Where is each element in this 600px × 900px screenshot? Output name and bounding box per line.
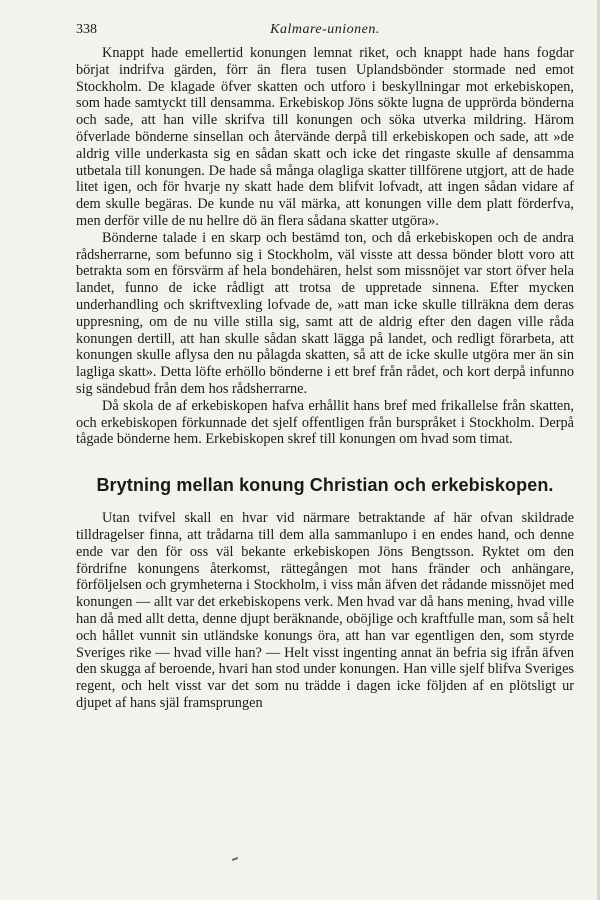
paragraph: Då skola de af erkebiskopen hafva erhållit hans bref med frikallelse från skatten, och erkebiskopen förkunnade det sjelf offentligen från burspråket i Stockholm. Derpå tågade bönderne hem. Erkebiskopen skref till konungen om hvad som timat. (76, 397, 574, 448)
page-body (76, 45, 574, 712)
section-heading: Brytning mellan konung Christian och erkebiskopen. (96, 475, 554, 496)
page-header (76, 22, 574, 42)
paragraph: Knappt hade emellertid konungen lemnat riket, och knappt hade hans fogdar börjat indrifva gärden, förr än flera tusen Uplandsbönder stormade ned emot Stockholm. De klagade öfver skatten och utforo i beskyllningar mot erkebiskopen, som hade samtyckt till densamma. Erkebiskop Jöns sökte lugna de upprörda bönderna och sade, att han ville skrifva till konungen och söka utverka mildring. Härom öfverlade bönderne sinsellan och återvände derpå till erkebiskopen och sade, att »de aldrig ville underkasta sig en sådan skatt och icke det ringaste skulle af densamma utbetala till konungen. De hade så många olagliga skatter tillförene utgjort, att de hade litet igen, och för hvarje ny skatt hade dem blifvit lofvadt, att ingen sådan vidare af dem skulle begäras. De kunde nu väl märka, att konungen ville dem platt förderfva, men derför ville de nu hellre dö än flera sådana skatter utgöra». (76, 45, 574, 229)
ink-speck (232, 857, 238, 861)
paragraph: Utan tvifvel skall en hvar vid närmare betraktande af här ofvan skildrade tilldragelser finna, att trådarna till dem alla sammanlupo i en endes hand, och denne ende var den för oss väl bekante erkebiskopen Jöns Bengtsson. Ryktet om den fördrifne konungens återkomst, rättegången mot hans fränder och anhängare, förföljelsen och grymheterna i Stockholm, i viss mån äfven det rådande missnöjet med konungen — allt var det erkebiskopens verk. Men hvad var då hans mening, hvad ville han då med allt detta, denne djupt beräknande, oböjlige och kraftfulle man, som så helt och hållet vunnit sin utländske konungs öra, att han var egentligen den, som styrde Sveriges rike — hvad ville han? — Helt visst ingenting annat än befria sig ifrån äfven den skugga af beroende, hvari han stod under konungen. Han ville sjelf blifva Sveriges regent, och helt visst var det som nu trädde i dagen icke följden af en plötsligt ur djupet af hans själ framsprungen (76, 510, 574, 711)
page-number: 338 (76, 22, 97, 37)
paragraph: Bönderne talade i en skarp och bestämd ton, och då erkebiskopen och de andra rådsherrarne, som befunno sig i Stockholm, väl visste att dessa bönder blott voro att betrakta som en försvärm af hela bondehären, helst som missnöjet var stort öfver hela landet, funno de icke rådligt att trotsa de uppretade sinnena. Efter mycken underhandling och skriftvexling lofvade de, »att man icke skulle tillräkna dem deras uppresning, om de nu ville stilla sig, samt att de aldrig efter den dagen ville råda konungen dertill, att han skulle sådan skatt lägga på landet, och redligt förarbeta, att konungen skulle aflysa den nu pålagda skatten, så att de icke skulle utgöra mer än sin lagliga skatt». Detta löfte erhöllo bönderne i ett bref från rådet, och kort derpå infunno sig sändebud från dem hos rådsherrarne. (76, 229, 574, 397)
running-title: Kalmare-unionen. (270, 22, 380, 37)
